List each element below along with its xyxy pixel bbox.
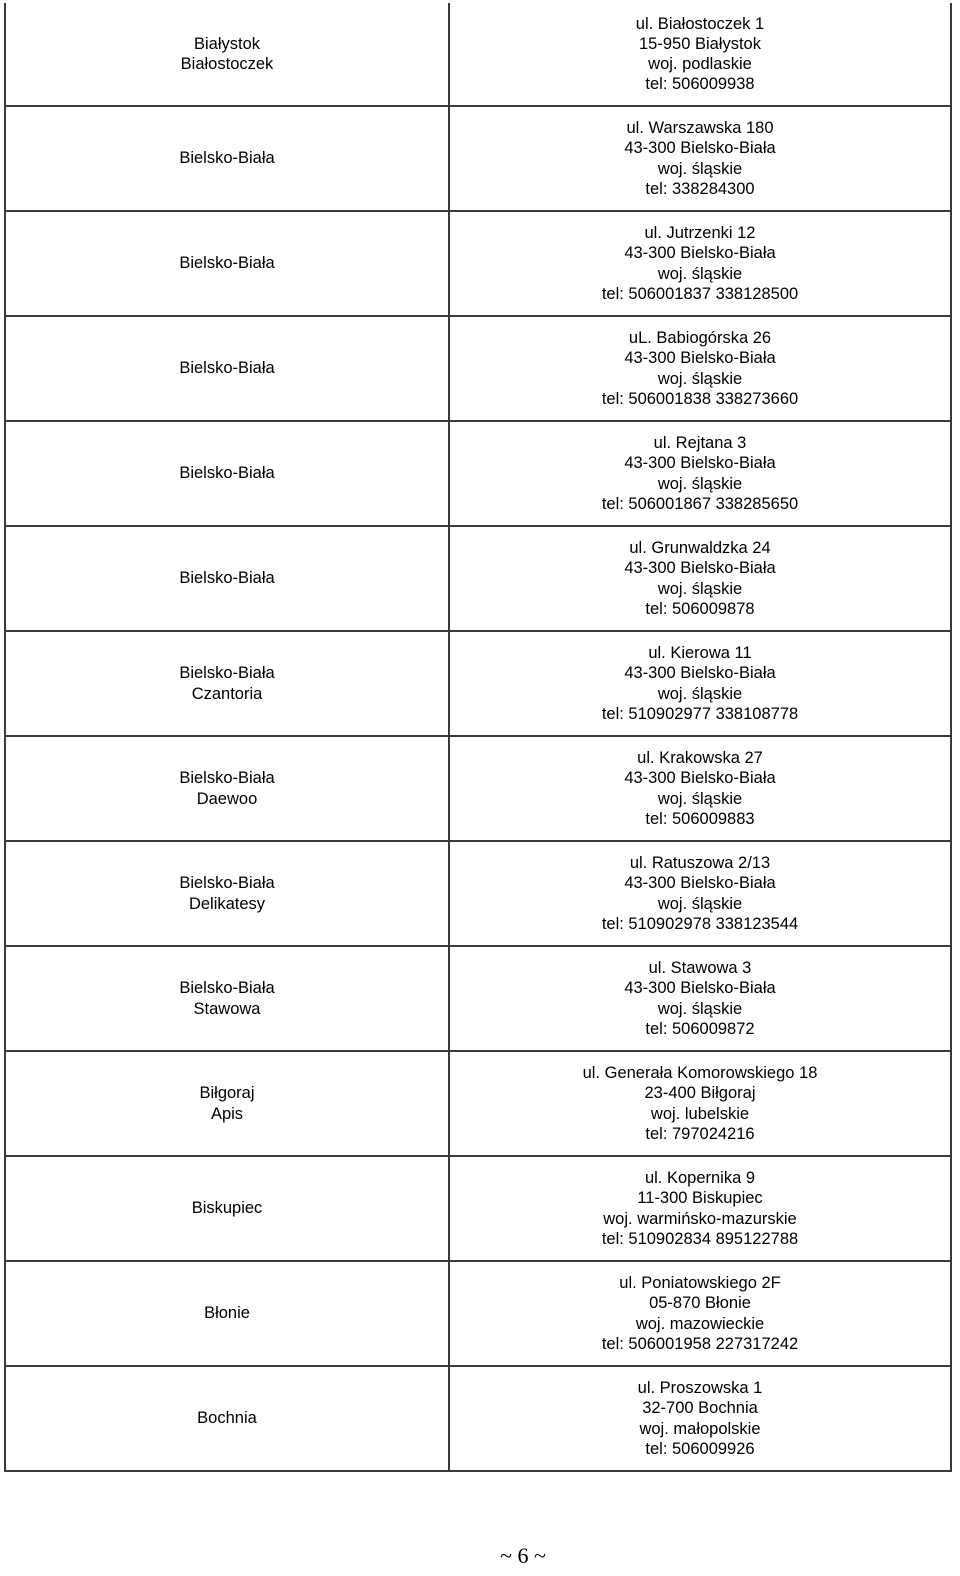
store-name: Daewoo [196,789,258,808]
table-row [5,211,951,316]
postal-code-city: 43-300 Bielsko-Biała [624,769,776,788]
street-address: ul. Jutrzenki 12 [644,224,756,243]
phone-number: tel: 506001958 227317242 [601,1334,799,1353]
city-name: Bochnia [197,1409,257,1428]
city-cell [5,1051,449,1156]
postal-code-city: 32-700 Bochnia [642,1399,758,1418]
postal-code-city: 43-300 Bielsko-Biała [624,349,776,368]
city-cell [5,3,449,106]
street-address: ul. Stawowa 3 [648,959,752,978]
city-cell [5,631,449,736]
phone-number: tel: 510902978 338123544 [601,914,799,933]
postal-code-city: 43-300 Bielsko-Biała [624,874,776,893]
city-name: Bielsko-Biała [179,769,275,788]
city-name: Bielsko-Biała [179,464,275,483]
phone-number: tel: 510902834 895122788 [601,1229,799,1248]
city-name: Bielsko-Biała [179,874,275,893]
phone-number: tel: 797024216 [645,1124,755,1143]
street-address: ul. Generała Komorowskiego 18 [582,1064,818,1083]
table-row [5,736,951,841]
city-name: Biłgoraj [199,1084,255,1103]
city-name: Bielsko-Biała [179,254,275,273]
city-cell [5,526,449,631]
table-row [5,631,951,736]
postal-code-city: 11-300 Biskupiec [637,1189,763,1208]
phone-number: tel: 338284300 [645,179,755,198]
table-row [5,841,951,946]
address-cell [449,1051,951,1156]
phone-number: tel: 506001837 338128500 [601,284,799,303]
table-row [5,106,951,211]
address-cell [449,1366,951,1471]
postal-code-city: 43-300 Bielsko-Biała [624,664,776,683]
voivodeship: woj. małopolskie [639,1419,761,1438]
address-cell [449,526,951,631]
table-row [5,1366,951,1471]
city-cell [5,1366,449,1471]
street-address: ul. Grunwaldzka 24 [629,539,771,558]
address-cell [449,736,951,841]
table-row [5,526,951,631]
voivodeship: woj. śląskie [657,579,743,598]
store-directory-table [4,3,952,1472]
voivodeship: woj. śląskie [657,789,743,808]
postal-code-city: 43-300 Bielsko-Biała [624,979,776,998]
address-cell [449,211,951,316]
postal-code-city: 43-300 Bielsko-Biała [624,454,776,473]
table-row [5,1156,951,1261]
address-cell [449,421,951,526]
voivodeship: woj. lubelskie [650,1104,750,1123]
table-row [5,421,951,526]
store-name: Czantoria [191,684,263,703]
postal-code-city: 43-300 Bielsko-Biała [624,559,776,578]
city-name: Białystok [193,34,261,53]
phone-number: tel: 506001838 338273660 [601,389,799,408]
city-name: Bielsko-Biała [179,979,275,998]
directory-sheet [4,3,952,1472]
voivodeship: woj. śląskie [657,159,743,178]
phone-number: tel: 506009883 [645,809,755,828]
city-name: Bielsko-Biała [179,569,275,588]
address-cell [449,316,951,421]
city-name: Bielsko-Biała [179,359,275,378]
voivodeship: woj. warmińsko-mazurskie [603,1209,797,1228]
street-address: ul. Kierowa 11 [648,644,752,663]
store-name: Apis [210,1104,244,1123]
address-cell [449,841,951,946]
street-address: uL. Babiogórska 26 [628,329,772,348]
city-cell [5,736,449,841]
phone-number: tel: 506009878 [645,599,755,618]
city-cell [5,841,449,946]
voivodeship: woj. śląskie [657,684,743,703]
store-name: Stawowa [193,999,261,1018]
street-address: ul. Białostoczek 1 [635,14,765,33]
city-cell [5,106,449,211]
phone-number: tel: 506009926 [645,1439,755,1458]
address-cell [449,631,951,736]
postal-code-city: 23-400 Biłgoraj [644,1084,756,1103]
store-name: Białostoczek [180,55,274,73]
phone-number: tel: 506001867 338285650 [601,494,799,513]
city-cell [5,211,449,316]
phone-number: tel: 510902977 338108778 [601,704,799,723]
address-cell [449,3,951,106]
street-address: ul. Proszowska 1 [637,1379,763,1398]
table-row [5,316,951,421]
phone-number: tel: 506009872 [645,1019,755,1038]
voivodeship: woj. mazowieckie [635,1314,765,1333]
voivodeship: woj. śląskie [657,264,743,283]
street-address: ul. Poniatowskiego 2F [619,1274,781,1293]
street-address: ul. Kopernika 9 [644,1169,756,1188]
voivodeship: woj. śląskie [657,894,743,913]
postal-code-city: 05-870 Błonie [649,1294,751,1313]
store-directory-body [5,3,951,1471]
address-cell [449,1156,951,1261]
street-address: ul. Krakowska 27 [637,749,763,768]
city-cell [5,316,449,421]
table-row [5,1261,951,1366]
address-cell [449,946,951,1051]
table-row [5,3,951,106]
phone-number: tel: 506009938 [645,75,755,94]
city-name: Bielsko-Biała [179,149,275,168]
city-name: Biskupiec [191,1199,263,1218]
address-cell [449,1261,951,1366]
postal-code-city: 43-300 Bielsko-Biała [624,139,776,158]
street-address: ul. Warszawska 180 [626,119,774,138]
voivodeship: woj. śląskie [657,474,743,493]
postal-code-city: 15-950 Białystok [639,34,761,53]
store-name: Delikatesy [188,894,266,913]
city-cell [5,421,449,526]
table-row [5,1051,951,1156]
city-cell [5,946,449,1051]
page-number: ~ 6 ~ [500,1543,546,1568]
table-row [5,946,951,1051]
city-name: Błonie [204,1304,250,1323]
voivodeship: woj. śląskie [657,369,743,388]
city-cell [5,1156,449,1261]
street-address: ul. Ratuszowa 2/13 [629,854,771,873]
street-address: ul. Rejtana 3 [653,434,747,453]
postal-code-city: 43-300 Bielsko-Biała [624,244,776,263]
city-name: Bielsko-Biała [179,664,275,683]
voivodeship: woj. śląskie [657,999,743,1018]
voivodeship: woj. podlaskie [648,55,752,73]
city-cell [5,1261,449,1366]
address-cell [449,106,951,211]
